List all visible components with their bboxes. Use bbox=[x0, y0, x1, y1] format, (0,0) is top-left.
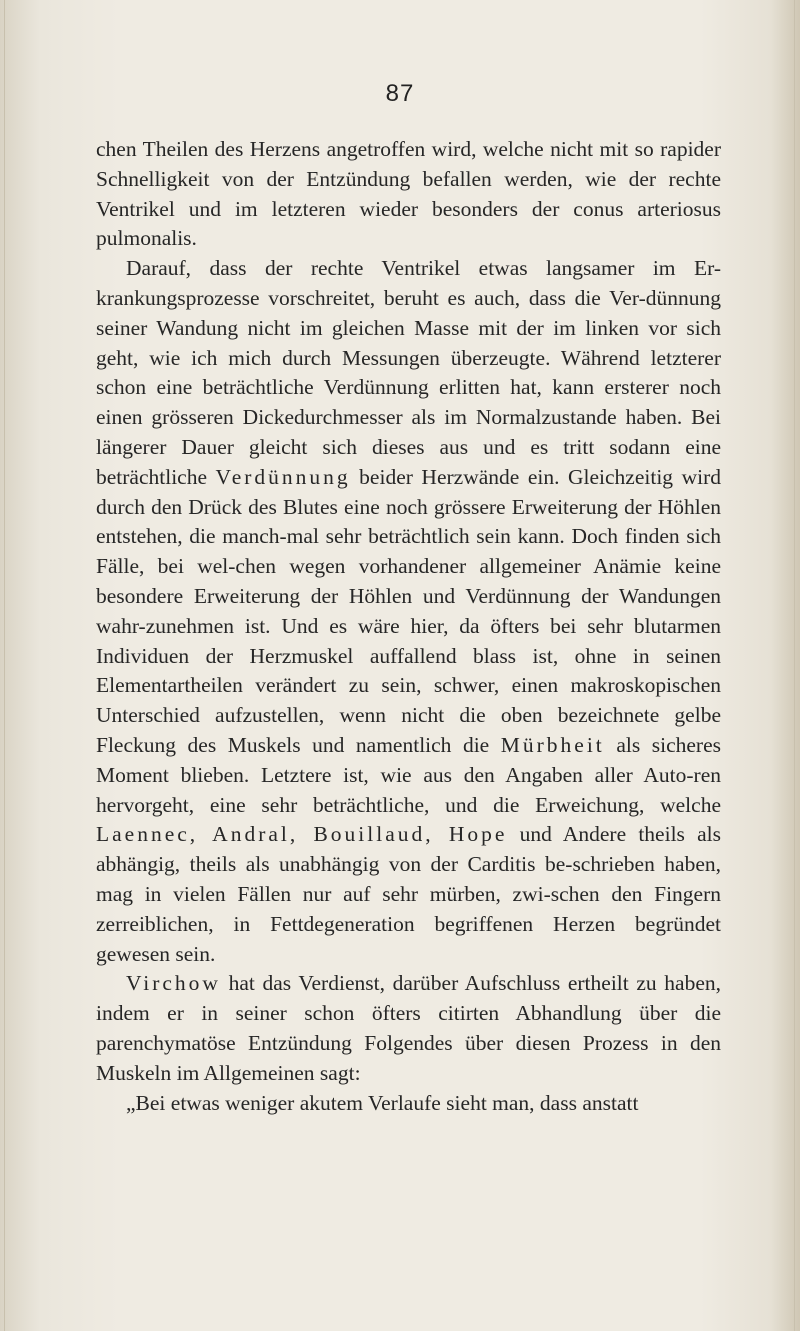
page-edge-line bbox=[4, 0, 5, 1331]
text-run: hat das Verdienst, darüber Aufschluss ertheilt zu haben, indem er in seiner schon öfters citirten Abhandlung über die parenchymatöse Entzündung Folgendes über diesen Prozess in den Muskeln im Allgemeinen sagt: bbox=[96, 971, 721, 1085]
text-run: Darauf, dass der rechte Ventrikel etwas langsamer im Er-krankungsprozesse vorschreitet, beruht es auch, dass die Ver-dünnung seiner Wandung nicht im gleichen Masse mit der im linken vor sich geht, wie ich mich durch Messungen überzeugte. Während letzterer schon eine beträchtliche Verdünnung erlitten hat, kann ersterer noch einen grösseren Dickedurchmesser als im Normalzustande haben. Bei längerer Dauer gleicht sich dieses aus und es tritt sodann eine beträchtliche bbox=[96, 256, 721, 489]
paragraph bbox=[96, 135, 721, 254]
page-number: 87 bbox=[385, 80, 415, 107]
text-run: chen Theilen des Herzens angetroffen wird, welche nicht mit so rapider Schnelligkeit von der Entzündung befallen werden, wie der rechte Ventrikel und im letzteren wieder besonders der conus arteriosus pulmonalis. bbox=[96, 137, 721, 251]
spaced-author-names: Laennec, Andral, Bouillaud, Hope bbox=[96, 822, 508, 847]
text-run: und Andere theils als abhängig, theils als unabhängig von der Carditis be-schrieben haben, mag in vielen Fällen nur auf sehr mürben, zwi-schen den Fingern zerreiblichen, in Fettdegeneration begriffenen Herzen begründet gewesen sein. bbox=[96, 822, 721, 966]
page-edge-line bbox=[794, 0, 795, 1331]
paragraph bbox=[96, 969, 721, 1088]
spaced-emphasis: Verdünnung bbox=[215, 464, 351, 489]
spaced-author-name: Virchow bbox=[126, 971, 221, 996]
spaced-emphasis: Mürbheit bbox=[500, 732, 605, 757]
body-text bbox=[96, 135, 721, 1118]
paragraph bbox=[96, 1089, 721, 1119]
paragraph bbox=[96, 254, 721, 969]
text-run: „Bei etwas weniger akutem Verlaufe sieht man, dass anstatt bbox=[126, 1090, 639, 1115]
text-run: beider Herzwände ein. Gleichzeitig wird durch den Drück des Blutes eine noch grössere Erweiterung der Höhlen entstehen, die manch-mal sehr beträchtlich sein kann. Doch finden sich Fälle, bei wel-chen wegen vorhandener allgemeiner Anämie keine besondere Erweiterung der Höhlen und Verdünnung der Wandungen wahr-zunehmen ist. Und es wäre hier, da öfters bei sehr blutarmen Individuen der Herzmuskel auffallend blass ist, ohne in seinen Elementartheilen verändert zu sein, schwer, einen makroskopischen Unterschied aufzustellen, wenn nicht die oben bezeichnete gelbe Fleckung des Muskels und namentlich die bbox=[96, 464, 721, 757]
text-run: als sicheres Moment blieben. Letztere ist, wie aus den Angaben aller Auto-ren hervorgeht, eine sehr beträchtliche, und die Erweichung, welche bbox=[96, 732, 721, 817]
